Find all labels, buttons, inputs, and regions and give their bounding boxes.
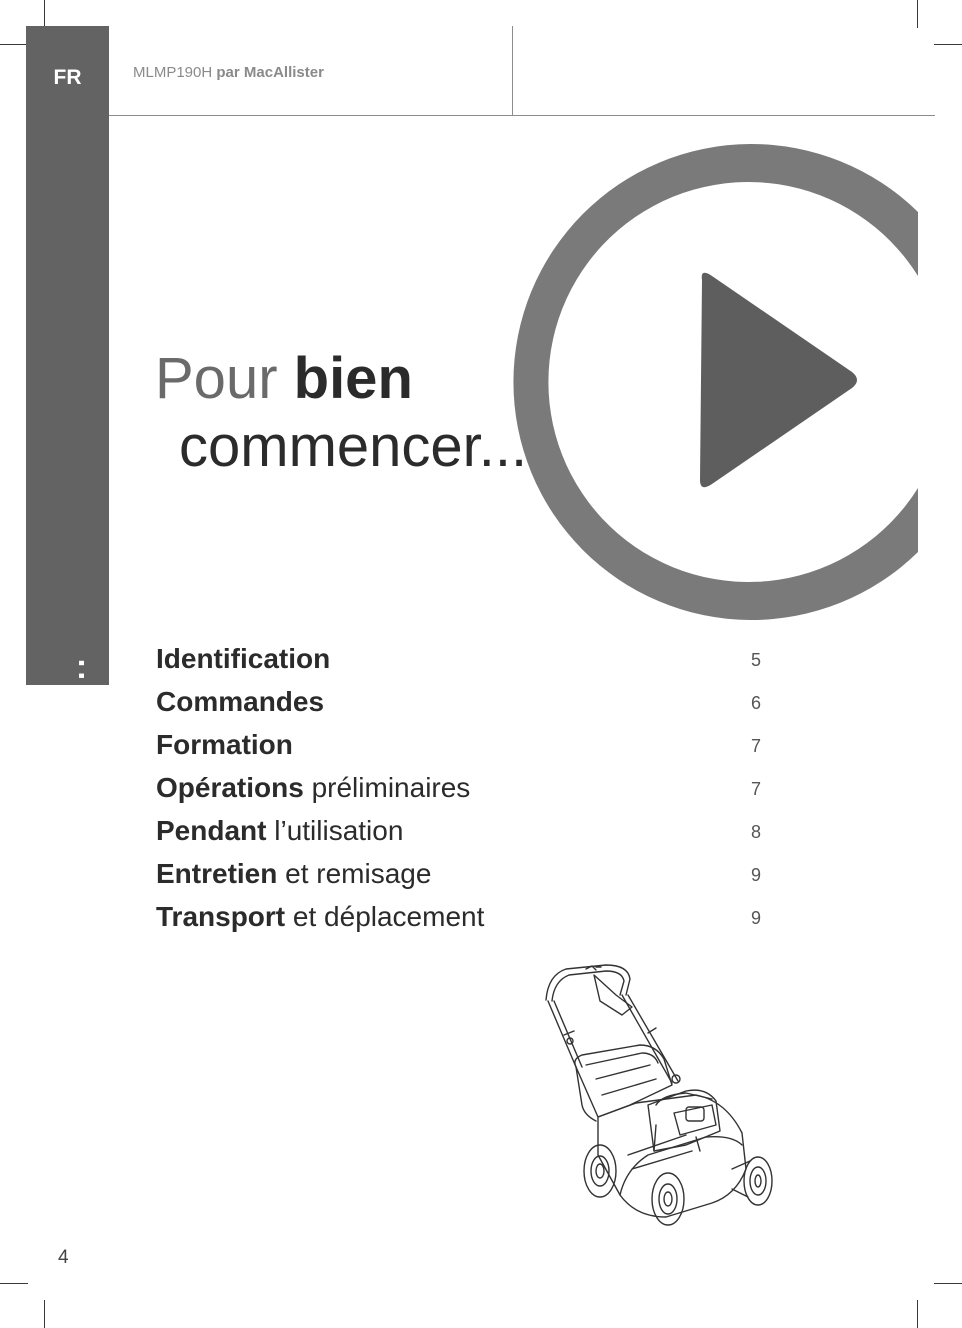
lawn-mower-illustration — [536, 955, 781, 1235]
crop-mark — [934, 44, 962, 45]
toc-item[interactable] — [156, 766, 776, 809]
toc-item-rest: et déplacement — [285, 901, 485, 932]
crop-mark — [934, 1283, 962, 1284]
toc-page-number: 8 — [751, 822, 762, 842]
page-number: 4 — [58, 1247, 69, 1268]
header-divider-horizontal — [109, 115, 935, 116]
toc-item-bold: Commandes — [156, 686, 325, 717]
sidebar-title — [30, 610, 106, 1150]
toc-page-number: 6 — [751, 693, 762, 713]
title-line-1 — [155, 345, 527, 413]
table-of-contents — [156, 637, 776, 938]
toc-item-bold: Formation — [156, 729, 293, 760]
play-circle-icon — [510, 140, 920, 625]
header-model — [133, 64, 324, 81]
toc-item[interactable] — [156, 680, 776, 723]
brand-prefix: par — [216, 64, 240, 81]
sidebar-title-bold: bien — [42, 945, 94, 1041]
header-divider-vertical — [512, 26, 513, 116]
toc-page-number: 5 — [751, 650, 762, 670]
model-name: MLMP190H — [133, 64, 213, 81]
brand-name: MacAllister — [243, 64, 324, 81]
crop-mark — [0, 44, 28, 45]
section-sidebar — [26, 26, 109, 1150]
toc-item[interactable] — [156, 723, 776, 766]
sidebar-title-wrap — [26, 146, 109, 1150]
crop-mark — [44, 0, 45, 28]
page-title — [155, 345, 527, 481]
toc-item[interactable] — [156, 895, 776, 938]
title-line-2: commencer... — [179, 414, 528, 479]
toc-item[interactable] — [156, 809, 776, 852]
title-bold: bien — [293, 346, 413, 411]
toc-item[interactable] — [156, 637, 776, 680]
crop-mark — [917, 0, 918, 28]
sidebar-title-part1: Pour — [42, 1040, 94, 1150]
toc-item[interactable] — [156, 852, 776, 895]
crop-mark — [917, 1300, 918, 1328]
crop-mark — [0, 1283, 28, 1284]
crop-mark — [44, 1300, 45, 1328]
toc-item-bold: Identification — [156, 643, 331, 674]
toc-page-number: 9 — [751, 908, 762, 928]
toc-page-number: 9 — [751, 865, 762, 885]
toc-item-bold: Transport — [156, 901, 286, 932]
toc-item-bold: Entretien — [156, 858, 278, 889]
toc-page-number: 7 — [751, 779, 762, 799]
title-regular: Pour — [155, 346, 294, 411]
toc-item-rest: préliminaires — [303, 772, 471, 803]
toc-item-rest: l’utilisation — [266, 815, 404, 846]
sidebar-title-part2: commencer... — [42, 656, 94, 946]
toc-page-number: 7 — [751, 736, 762, 756]
toc-item-bold: Pendant — [156, 815, 267, 846]
language-code: FR — [53, 66, 82, 89]
toc-item-bold: Opérations — [156, 772, 304, 803]
toc-item-rest: et remisage — [277, 858, 432, 889]
play-triangle — [700, 273, 857, 487]
